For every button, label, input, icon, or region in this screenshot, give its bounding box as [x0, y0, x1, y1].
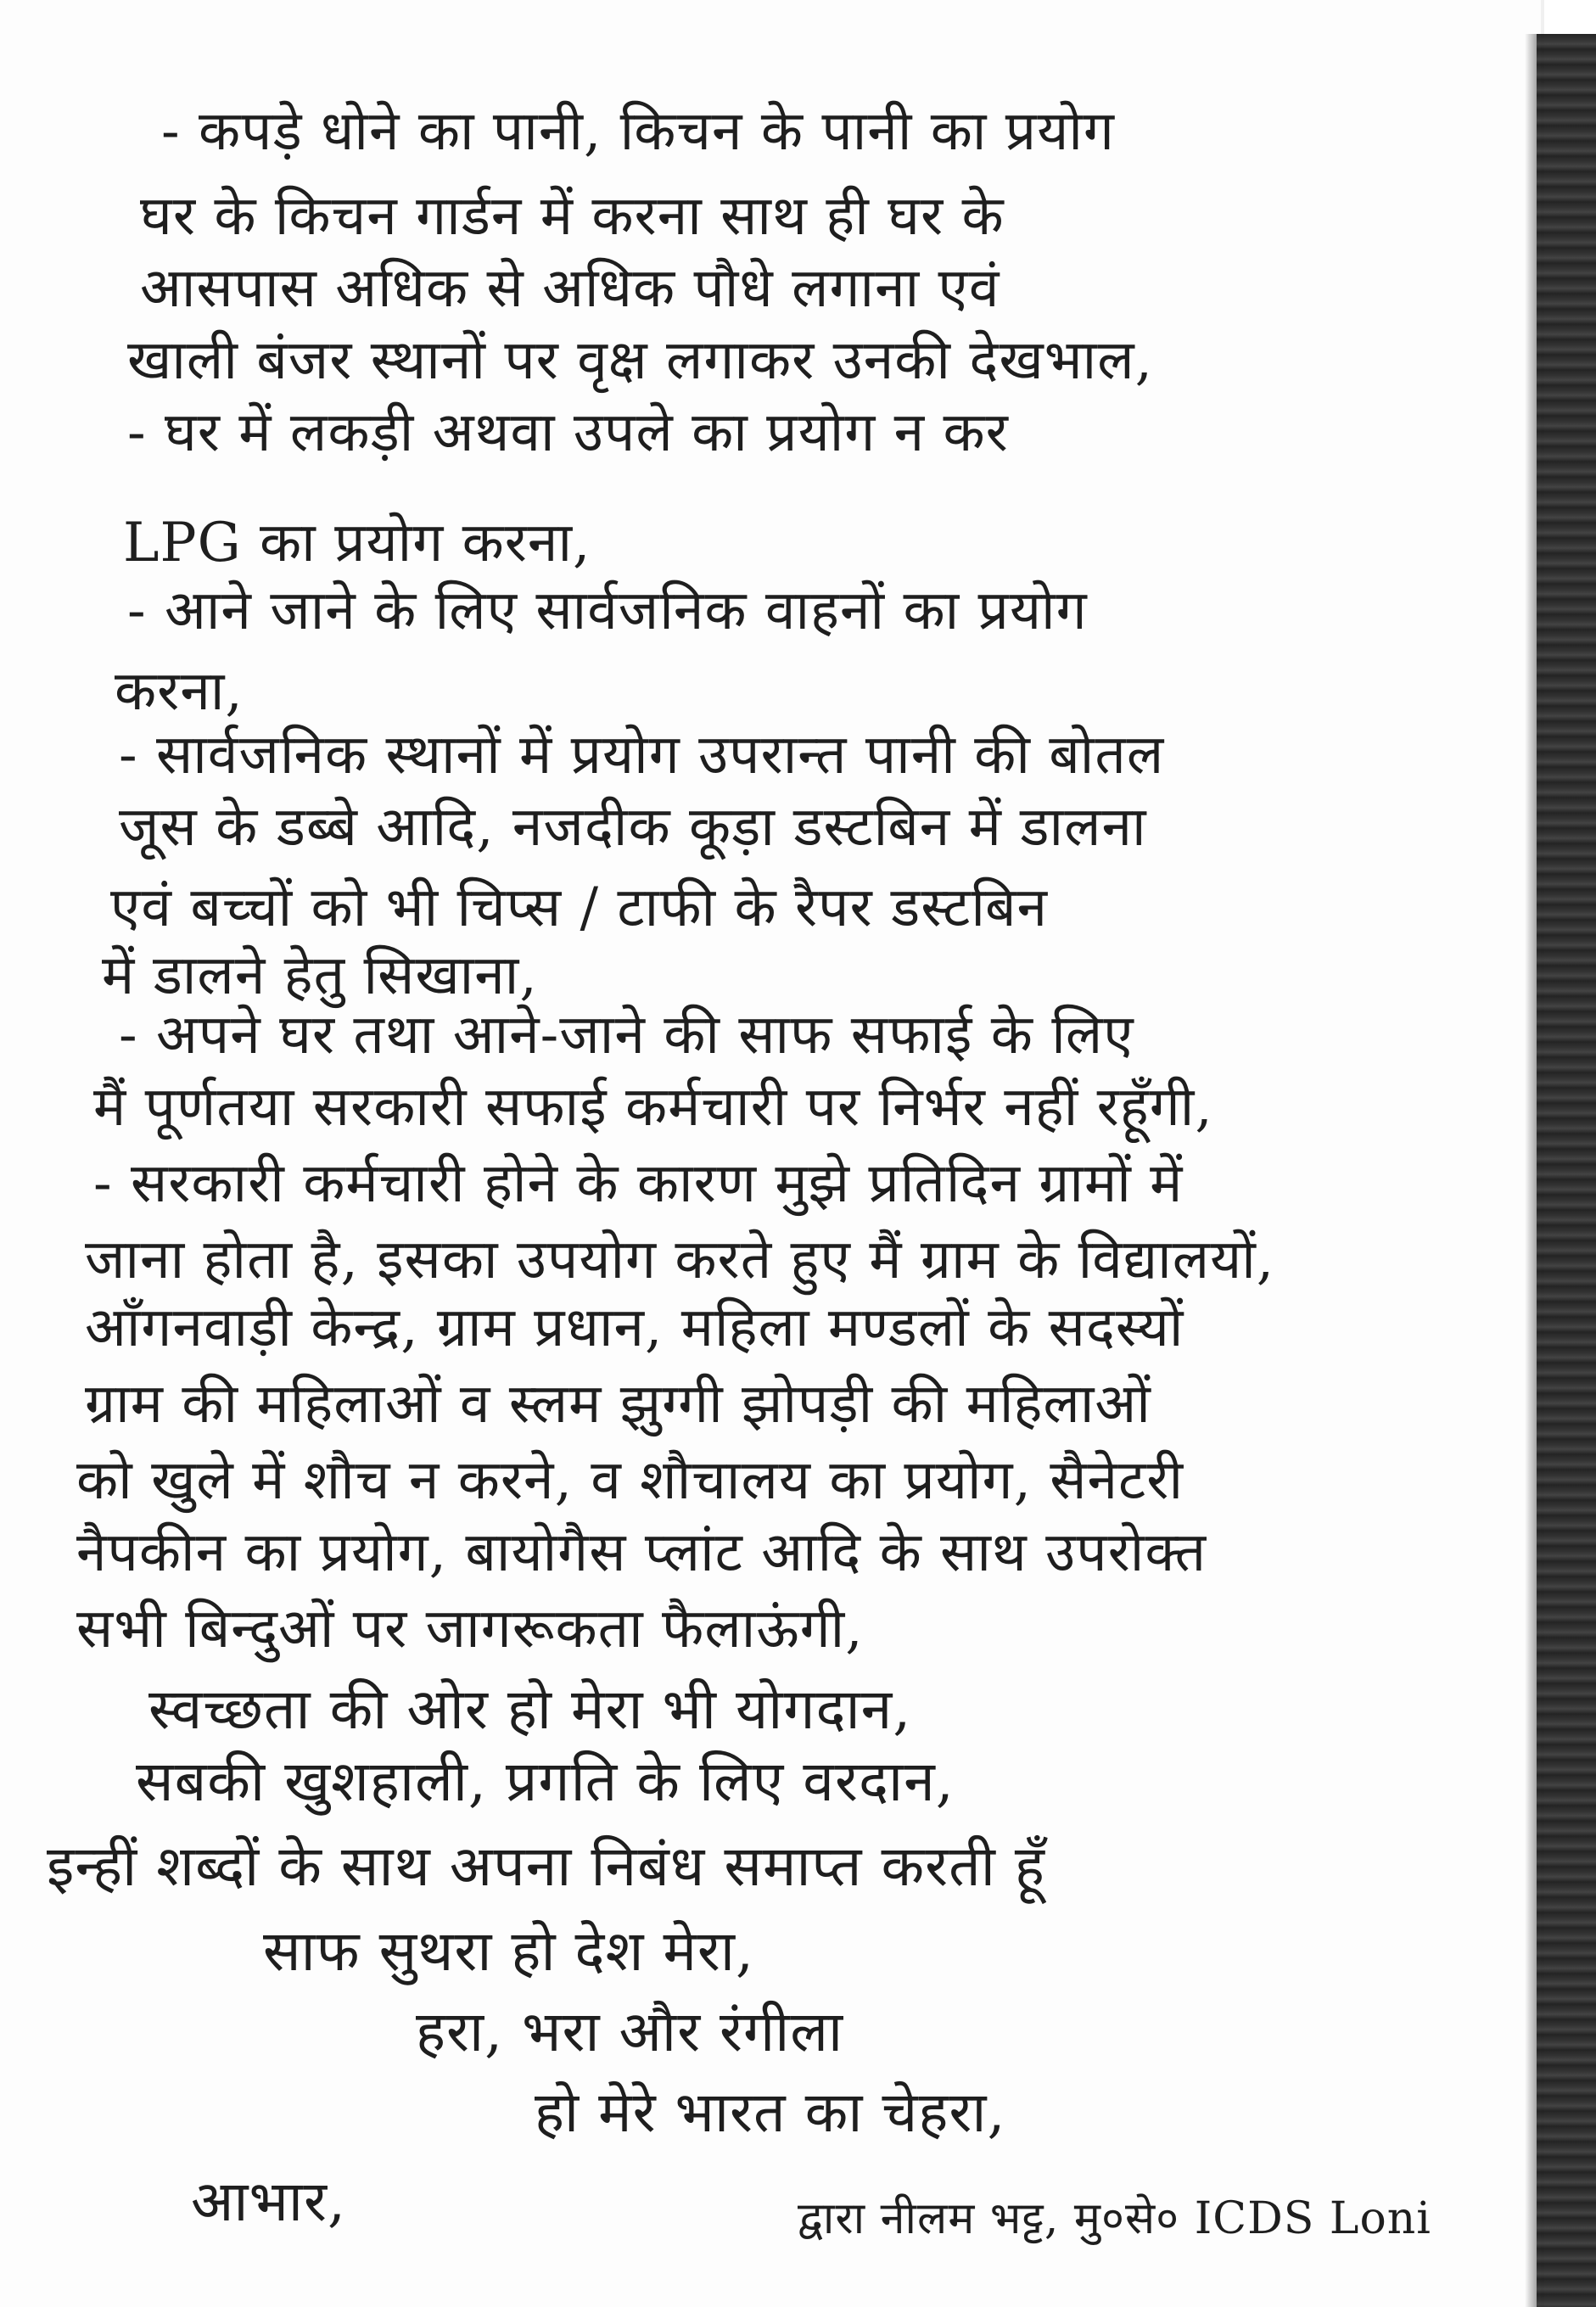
essay-line: ग्राम की महिलाओं व स्लम झुग्गी झोपड़ी की महिलाओं — [85, 1373, 1151, 1436]
essay-line: मैं पूर्णतया सरकारी सफाई कर्मचारी पर निर्भर नहीं रहूँगी, — [93, 1076, 1213, 1139]
essay-line: एवं बच्चों को भी चिप्स / टाफी के रैपर डस्टबिन — [110, 876, 1049, 939]
essay-line: करना, — [115, 660, 244, 723]
poem-line: हरा, भरा और रंगीला — [416, 1999, 844, 2064]
closing-line: इन्हीं शब्दों के साथ अपना निबंध समाप्त करती हूँ — [47, 1834, 1045, 1899]
essay-line: में डालने हेतु सिखाना, — [102, 944, 538, 1007]
essay-line: LPG का प्रयोग करना, — [123, 512, 591, 574]
poem-line: हो मेरे भारत का चेहरा, — [535, 2080, 1006, 2145]
essay-line: जाना होता है, इसका उपयोग करते हुए मैं ग्राम के विद्यालयों, — [85, 1229, 1275, 1291]
essay-line: आसपास अधिक से अधिक पौधे लगाना एवं — [140, 257, 1000, 320]
essay-line: - अपने घर तथा आने-जाने की साफ सफाई के लिए — [119, 1004, 1134, 1067]
essay-line: आँगनवाड़ी केन्द्र, ग्राम प्रधान, महिला मण्डलों के सदस्यों — [85, 1296, 1184, 1359]
essay-line: - आने जाने के लिए सार्वजनिक वाहनों का प्रयोग — [127, 580, 1088, 642]
essay-line: जूस के डब्बे आदि, नजदीक कूड़ा डस्टबिन में डालना — [119, 796, 1147, 859]
essay-line: - घर में लकड़ी अथवा उपले का प्रयोग न कर — [127, 401, 1009, 464]
essay-line: - सार्वजनिक स्थानों में प्रयोग उपरान्त पानी की बोतल — [119, 724, 1165, 787]
closing-line: स्वच्छता की ओर हो मेरा भी योगदान, — [148, 1677, 912, 1742]
scanned-page-edge — [1537, 34, 1596, 2307]
essay-line: नैपकीन का प्रयोग, बायोगैस प्लांट आदि के साथ उपरोक्त — [76, 1521, 1207, 1584]
poem-line: साफ सुथरा हो देश मेरा, — [263, 1918, 754, 1984]
essay-line: - कपड़े धोने का पानी, किचन के पानी का प्रयोग — [161, 100, 1115, 163]
essay-line: - सरकारी कर्मचारी होने के कारण मुझे प्रतिदिन ग्रामों में — [93, 1152, 1184, 1215]
signature: द्वारा नीलम भट्ट, मु०से० ICDS Loni — [798, 2193, 1431, 2244]
essay-line: सभी बिन्दुओं पर जागरूकता फैलाऊंगी, — [76, 1598, 864, 1660]
closing-line: सबकी खुशहाली, प्रगति के लिए वरदान, — [136, 1749, 955, 1814]
sign-off: आभार, — [191, 2169, 346, 2234]
essay-line: घर के किचन गार्डन में करना साथ ही घर के — [140, 185, 1005, 248]
essay-line: को खुले में शौच न करने, व शौचालय का प्रयोग, सैनेटरी — [76, 1449, 1184, 1512]
essay-line: खाली बंजर स्थानों पर वृक्ष लगाकर उनकी देखभाल, — [127, 329, 1153, 392]
